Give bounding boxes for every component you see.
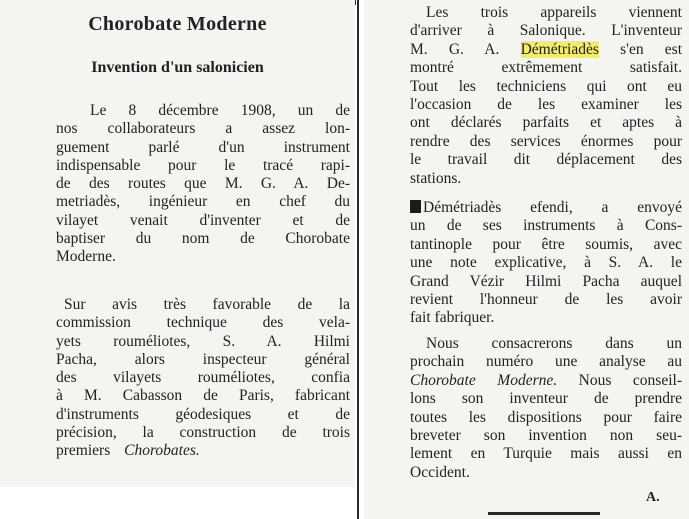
text-line: Sur avis très favorable de la: [64, 296, 350, 313]
text-line: Le 8 décembre 1908, un de: [90, 102, 350, 119]
text-line: à M. Cabasson de Paris, fabricant: [56, 387, 350, 405]
right-paragraph-2: [410, 199, 682, 328]
text-line: vilayet venait d'inventer et de: [56, 211, 350, 229]
text-line: d'instruments géodesiques et de: [56, 405, 350, 423]
text-line: Tout les techniciens qui ont eu: [410, 77, 682, 95]
text-line: de des routes que M. G. A. De-: [56, 175, 350, 193]
text-line: Les trois appareils viennent: [426, 4, 682, 21]
text-line: Grand Vézir Hilmi Pacha auquel: [410, 272, 682, 290]
text-line: yets rouméliotes, S. A. Hilmi: [56, 332, 350, 350]
text-line: toutes les dispositions pour faire: [410, 408, 682, 426]
text-line: nos collaborateurs a assez lon-: [56, 120, 350, 138]
text-line: le travail dit déplacement des: [410, 151, 682, 169]
text-line: [56, 442, 350, 460]
text-line: précision, la construction de trois: [56, 424, 350, 442]
text-line: tantinople pour être soumis, avec: [410, 235, 682, 253]
text-line: lons son inventeur de prendre: [410, 390, 682, 408]
text-fragment: Démétriadès efendi, a envoyé: [423, 199, 682, 216]
text-line: [410, 41, 682, 59]
text-fragment: s'en est: [620, 40, 683, 58]
text-line: Pacha, alors inspecteur général: [56, 350, 350, 368]
column-divider: [357, 0, 359, 519]
text-line: d'arriver à Salonique. L'inventeur: [410, 22, 682, 40]
text-line: indispensable pour le tracé rapi-: [56, 156, 350, 174]
text-line: revient l'honneur de les avoir: [410, 290, 682, 308]
text-line: prochain numéro une analyse au: [410, 353, 682, 371]
text-line: baptiser du nom de Chorobate: [56, 230, 350, 248]
left-paragraph-2: [56, 296, 350, 461]
text-line: une note explicative, à S. A. le: [410, 254, 682, 272]
italic-term: Chorobate Moderne.: [410, 371, 558, 389]
right-paragraph-3: [410, 335, 682, 482]
text-fragment: premiers: [56, 442, 111, 460]
highlighted-name: Démétriadès: [520, 40, 599, 58]
text-line: montré extrêmement satisfait.: [410, 59, 682, 77]
left-paragraph-1: [56, 102, 350, 267]
right-paragraph-1: [410, 4, 682, 188]
text-line: guement parlé d'un instrument: [56, 138, 350, 156]
text-line: Occident.: [410, 463, 470, 481]
text-line: [410, 199, 682, 217]
end-rule: [488, 512, 600, 515]
italic-term: Chorobates.: [124, 442, 200, 460]
text-line: fait fabriquer.: [410, 309, 495, 327]
text-line: stations.: [410, 169, 462, 187]
article-title: Chorobate Moderne: [88, 13, 267, 35]
text-line: des vilayets rouméliotes, confia: [56, 369, 350, 387]
author-signature: A.: [646, 490, 660, 505]
text-line: [410, 372, 682, 390]
text-line: lement en Turquie mais aussi en: [410, 445, 682, 463]
text-line: un de ses instruments à Cons-: [410, 217, 682, 235]
ink-blot-mark: [410, 200, 421, 213]
text-fragment: M. G. A.: [410, 40, 500, 58]
text-line: commission technique des vela-: [56, 314, 350, 332]
text-line: ont déclarés parfaits et aptes à: [410, 114, 682, 132]
text-line: breveter son invention non seu-: [410, 426, 682, 444]
text-line: Nous consacrerons dans un: [426, 335, 682, 352]
right-column: [364, 0, 689, 519]
text-line: metriadès, ingénieur en chef du: [56, 193, 350, 211]
left-column: [0, 0, 355, 487]
article-subtitle: Invention d'un salonicien: [91, 59, 264, 76]
text-line: rendre des services énormes pour: [410, 132, 682, 150]
text-line: l'occasion de les examiner les: [410, 95, 682, 113]
text-line: Moderne.: [56, 248, 116, 266]
text-fragment: Nous conseil-: [578, 371, 682, 389]
